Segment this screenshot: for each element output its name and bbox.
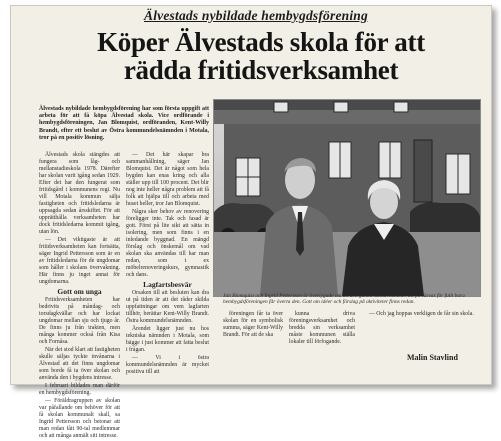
column-1-paragraph: När det stod klart att fastigheten skulle säljas tyckte invånarna i Älvestad att det finns ungdomar som borde få ta över skolan och använda den i bygdens intresse. xyxy=(39,347,120,381)
article-column-4 xyxy=(289,311,355,347)
column-2-paragraph: Ärendet ligger just nu hos tekniska nämnden i Motala, som bägge i just kommer att fatta beslut i frågan. xyxy=(126,326,209,353)
article-headline: Köper Älvestads skola för att rädda fritidsverksamhet xyxy=(97,27,425,85)
article-column-1 xyxy=(39,152,120,441)
article-kicker: Älvestads nybildade hembygdsförening xyxy=(144,8,368,23)
column-2-paragraph: — Vi i östra kommundelsnämnden är mycket positiva till att xyxy=(126,355,209,375)
column-1-paragraph: Älvestads skola stängdes att fungera som låg- och mellanstadieskola 1978. Därefter har skolan varit igång sedan 1929. Efter det har den fungerat som fritidsgård i kommunens regi. Nu vill Motala kommun sälja fastigheten och fritidsledarna är uppsagda sedan årsskiftet. För att upprätthålla verksamheten har dock fritidsledarna kommit igång, utan lön. xyxy=(39,152,120,235)
article-byline: Malin Stavlind xyxy=(407,353,458,362)
column-2-paragraph: Några sker behov av renovering föreligger inte. Tak och fasad är gott. Först på lite sikt att sätta in isolering, men som finns i en inledande byggnad. En mängd förslag och önskemål om vad skolan ska användas till har man redan, som t ex möbelrenoveringskurs, gymnastik och dans. xyxy=(126,209,209,278)
newspaper-clipping xyxy=(10,5,492,439)
column-1-paragraph: Fritidsverksamheten har bedrivits på måndag- och torsdagkvällar och har lockat ungdomar mellan sju och tjugo år. De finns ju från trakten, men många kommer också från Kisa och Fornåsa. xyxy=(39,297,120,345)
column-2-paragraph: — Det här skapar bra sammanhållning, säger Jan Blomquist. Det är något som hela bygden kan enas kring och alla ställer upp till 100 procent. Det blir nog inte heller några problem att få folk att hjälpa till och arbeta med huset heller, tror Jan Blomquist. xyxy=(126,152,209,207)
photo-caption: Jan Blomquist och Ingrid Pettersson är övertygade om att den gamla skolan kommer att förvärvas för fullt bara hembygdsföreningen får överta den. Gott om idéer och förslag på aktiviteter finns redan. xyxy=(223,293,465,306)
photo-two-people-in-front-of-school xyxy=(214,100,480,296)
column-1-paragraph: I februari bildades man därför en hembygdsförening. xyxy=(39,383,120,396)
article-column-3 xyxy=(223,311,283,340)
column-1-paragraph: — Föräldragruppen av skolan var påfallande om behöver för att få skolan kommunalt skall, sa Ingrid Pettersson och betonar att man redan fått 90-tal medlemmar och att många anmält sitt intresse. xyxy=(39,398,120,439)
column-3-paragraph: föreningen får ta över skolan för en symbolisk summa, säger Kent-Willy Brandt. För att de ska xyxy=(223,311,283,338)
column-1-subheading: Gott om unga xyxy=(57,287,102,296)
article-lead: Älvestads nybildade hembygdsförening har som första uppgift att arbeta för att få köpa Älvestad skola. Vice ordförande i hembygdsföreningen, Jan Blomquist, ordföranden, Kent-Willy Brandt, efter ett beslut av Östra kommundelsnämnden i Motala, tror på en positiv lösning. xyxy=(39,106,209,141)
article-column-5 xyxy=(363,311,475,319)
column-1-paragraph: — Det viktigaste är att fritidsverksamheten kan fortsätta, säger Ingrid Pettersson som är en av fritidsledarna för de ungdomar som håller i skolans övervakning. Här finns ju inget annat för ungdomarna. xyxy=(39,237,120,285)
article-photo xyxy=(213,99,481,297)
column-5-paragraph: — Och jag hoppas verkligen de får sin skola. xyxy=(369,311,474,317)
column-2-paragraph: Orsaken till att besluten kan dra ut på tiden är att det råder skilda uppfattningar om vem lagfarten tillhör, berättar Kent-Willy Brandt. Östra kommundelsnämnden. xyxy=(126,290,209,324)
article-column-2 xyxy=(126,152,209,377)
column-4-paragraph: kunna driva föreningsverksamhet och bredda sin verksamhet måste kommunen ställa lokaler till förfogande. xyxy=(289,311,355,345)
column-2-subheading: Lagfartsbesvär xyxy=(143,280,192,289)
